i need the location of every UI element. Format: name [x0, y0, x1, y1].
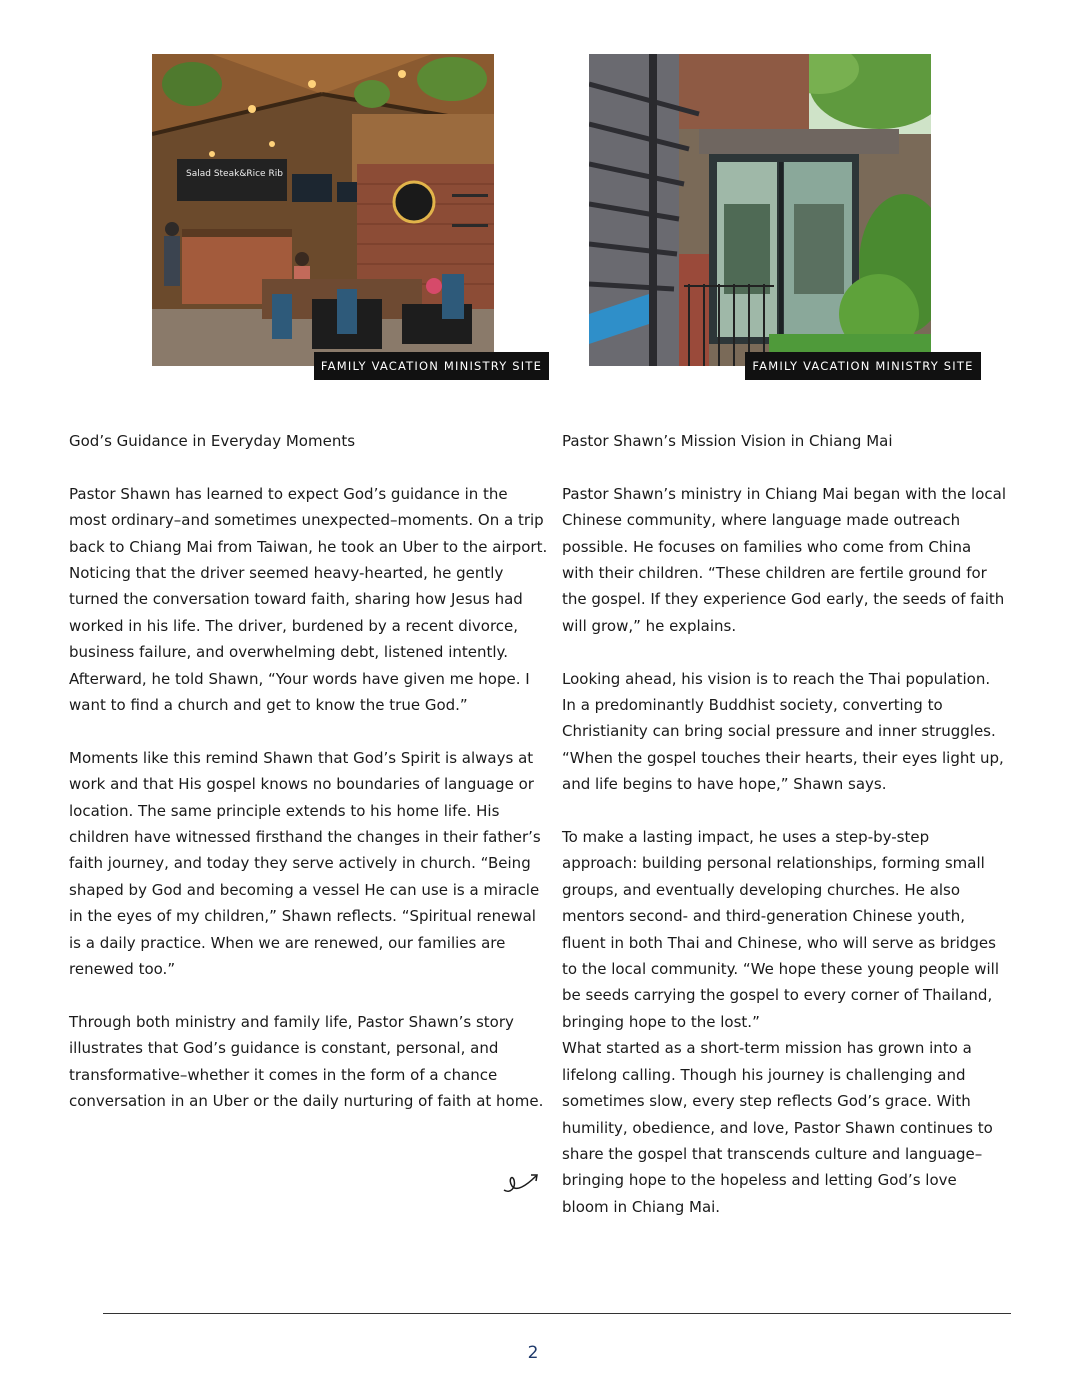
- right-column: [562, 428, 1006, 1220]
- photo-caption: FAMILY VACATION MINISTRY SITE: [314, 352, 549, 380]
- paragraph: What started as a short-term mission has grown into a lifelong calling. Though his journey is challenging and sometimes slow, every step reflects God’s grace. With humility, obedience, and love, Pastor Shawn continues to share the gospel that transcends culture and language–bringing hope to the hopeless and letting God’s love bloom in Chiang Mai.: [562, 1039, 993, 1216]
- paragraph: Looking ahead, his vision is to reach the Thai population. In a predominantly Buddhist society, converting to Christianity can bring social pressure and inner struggles. “When the gospel touches their hearts, their eyes light up, and life begins to have hope,” Shawn says.: [562, 669, 1004, 794]
- signoff-flourish-icon: [500, 1168, 542, 1196]
- photo-staircase-entrance: [589, 54, 931, 366]
- paragraph: Pastor Shawn’s ministry in Chiang Mai began with the local Chinese community, where language made outreach possible. He focuses on families who come from China with their children. “These children are fertile ground for the gospel. If they experience God early, the seeds of faith will grow,” he explains.: [562, 484, 1006, 635]
- paragraph: Through both ministry and family life, Pastor Shawn’s story illustrates that God’s guidance is constant, personal, and transformative–whether it comes in the form of a chance conversation in an Uber or the daily nurturing of faith at home.: [69, 1012, 544, 1111]
- paragraph: Moments like this remind Shawn that God’s Spirit is always at work and that His gospel knows no boundaries of language or location. The same principle extends to his home life. His children have witnessed firsthand the changes in their father’s faith journey, and today they serve actively in church. “Being shaped by God and becoming a vessel He can use is a miracle in the eyes of my children,” Shawn reflects. “Spiritual renewal is a daily practice. When we are renewed, our families are renewed too.”: [69, 748, 541, 979]
- left-column-heading: God’s Guidance in Everyday Moments: [69, 432, 356, 450]
- photo-caption: FAMILY VACATION MINISTRY SITE: [745, 352, 981, 380]
- footer-divider: [103, 1313, 1011, 1314]
- right-column-heading: Pastor Shawn’s Mission Vision in Chiang Mai: [562, 432, 893, 450]
- chalkboard-text: Salad Steak&Rice Rib: [186, 169, 283, 179]
- page-number: 2: [527, 1343, 539, 1363]
- paragraph: Pastor Shawn has learned to expect God’s guidance in the most ordinary–and sometimes unexpected–moments. On a trip back to Chiang Mai from Taiwan, he took an Uber to the airport. Noticing that the driver seemed heavy-hearted, he gently turned the conversation toward faith, sharing how Jesus had worked in his life. The driver, burdened by a recent divorce, business failure, and overwhelming debt, listened intently. Afterward, he told Shawn, “Your words have given me hope. I want to find a church and get to know the true God.”: [69, 484, 548, 715]
- left-column: [69, 428, 549, 1115]
- photo-cafe-interior: [152, 54, 494, 366]
- paragraph: To make a lasting impact, he uses a step-by-step approach: building personal relationships, forming small groups, and eventually developing churches. He also mentors second- and third-generation Chinese youth, fluent in both Thai and Chinese, who will serve as bridges to the local community. “We hope these young people will be seeds carrying the gospel to every corner of Thailand, bringing hope to the lost.”: [562, 828, 1000, 1031]
